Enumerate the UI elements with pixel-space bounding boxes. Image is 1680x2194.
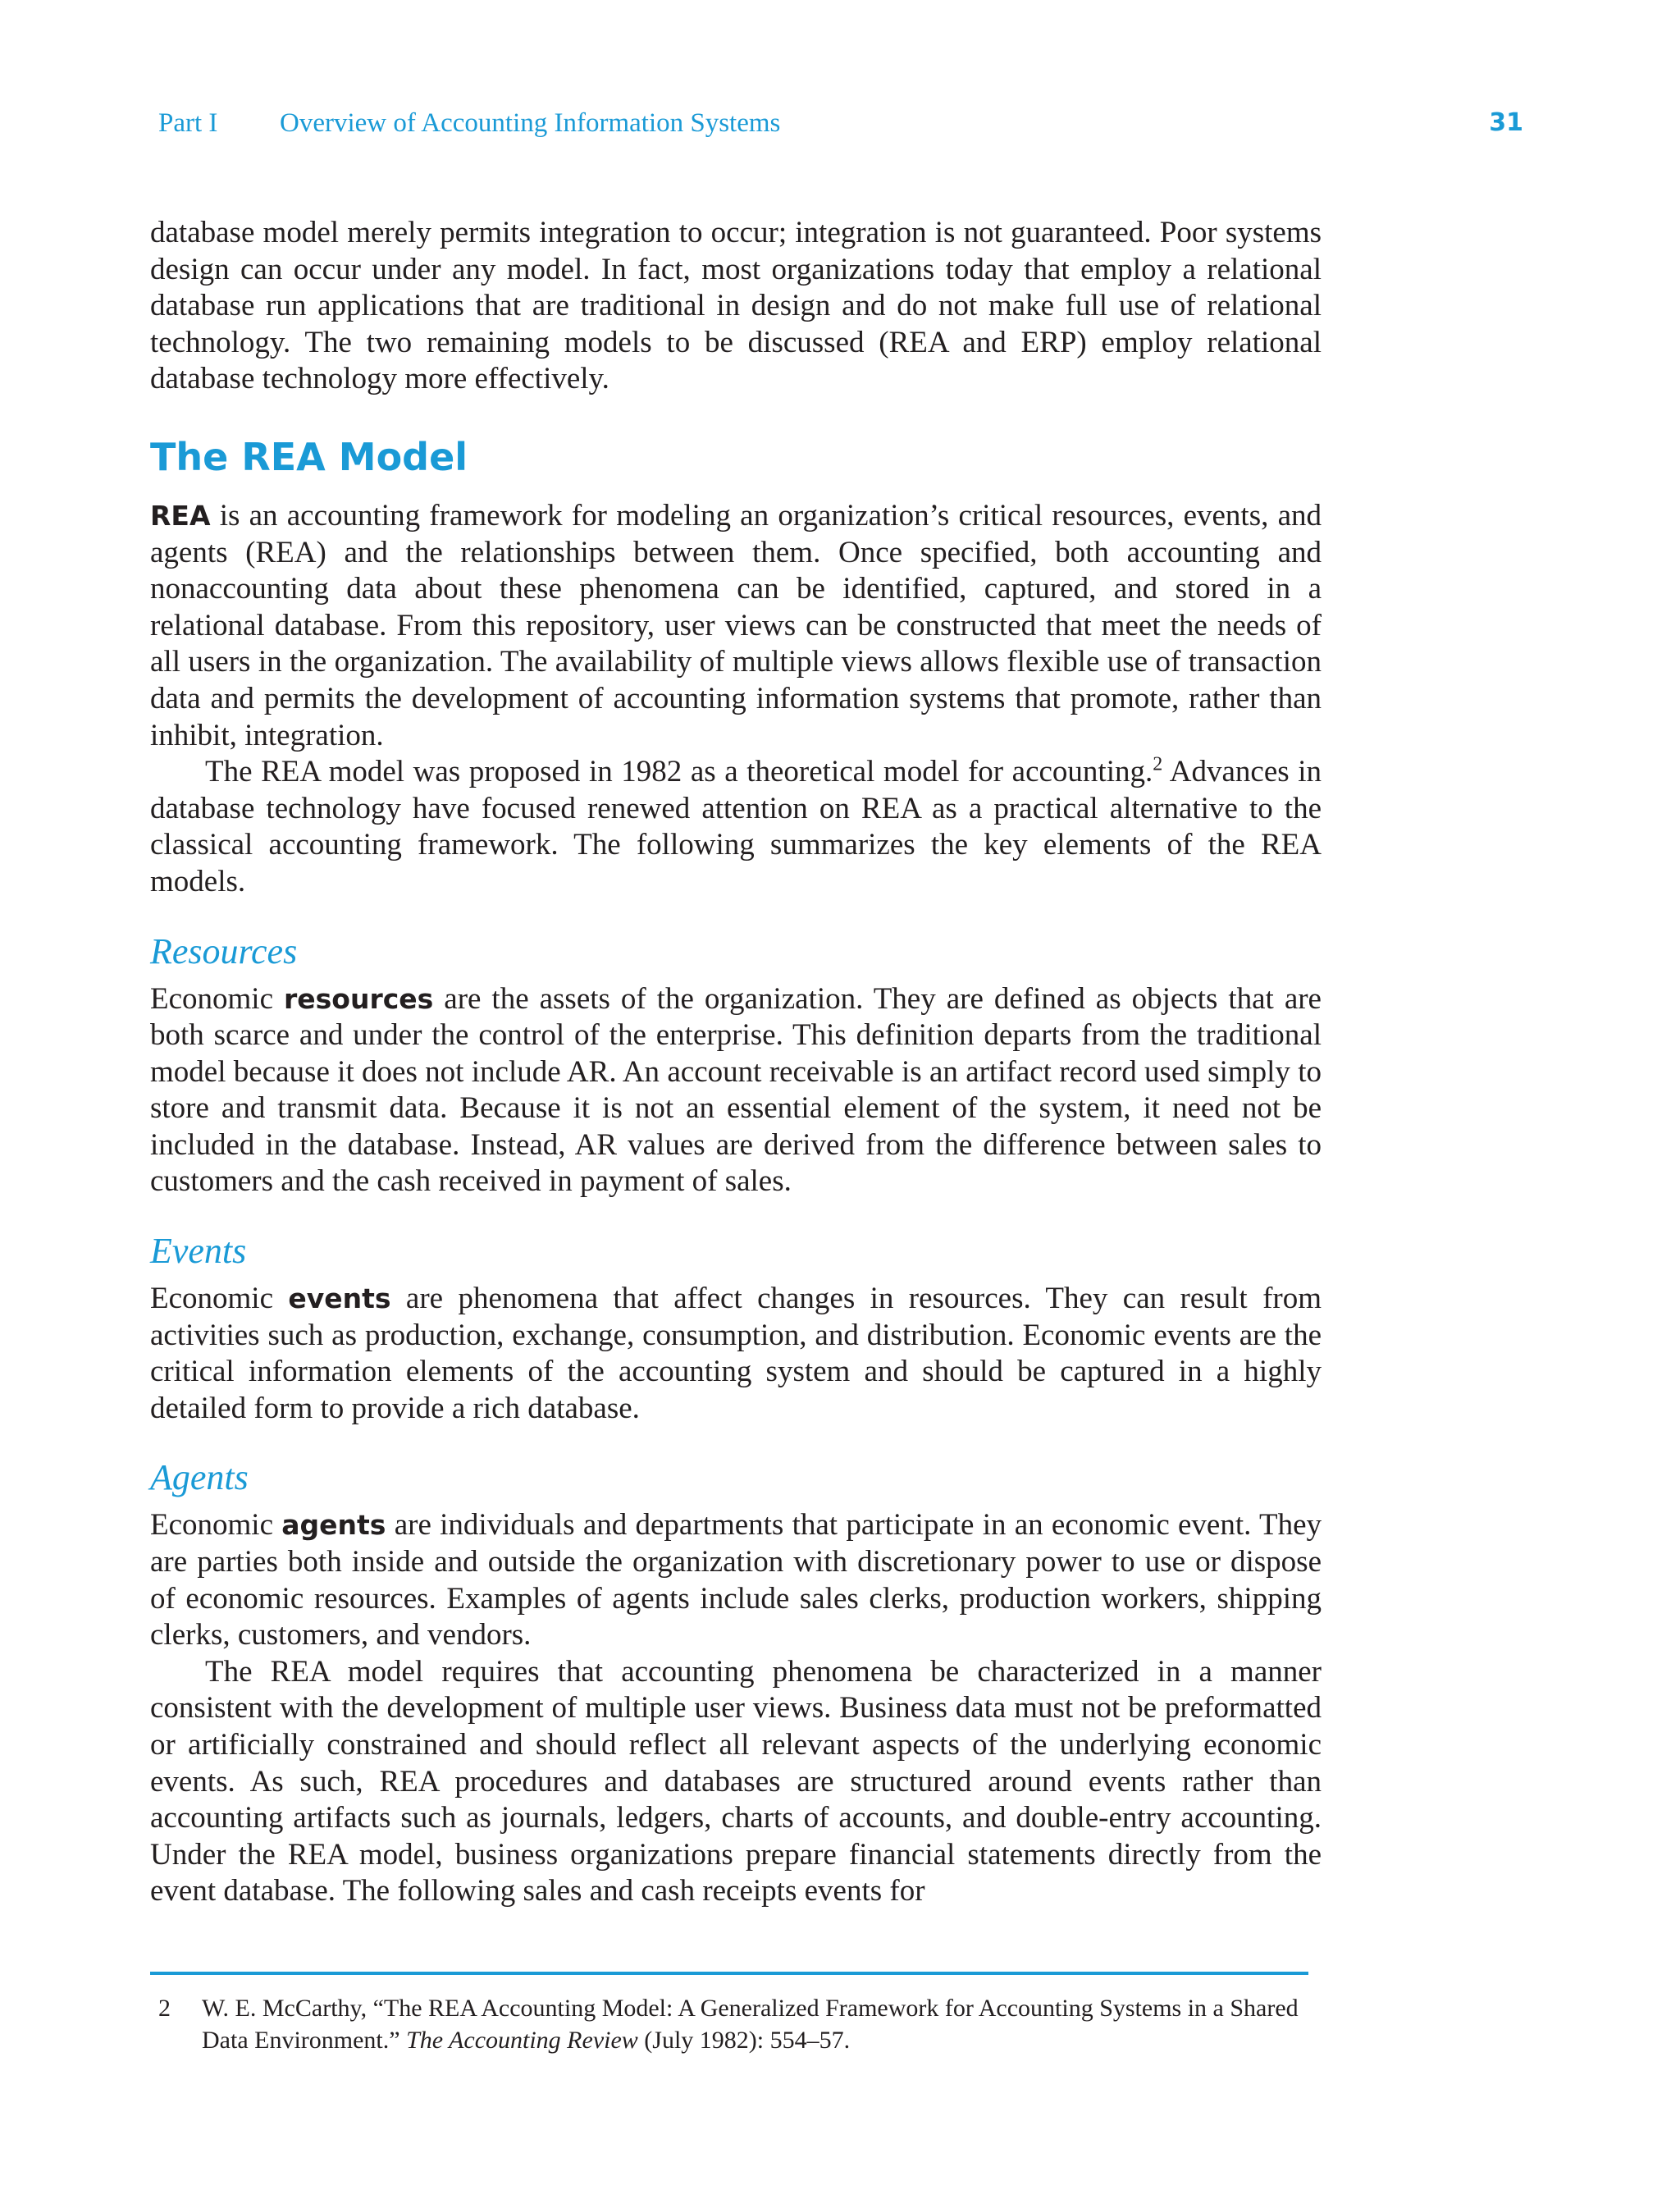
rea-paragraph-2 <box>150 754 1322 900</box>
running-head-part: Part I <box>158 108 218 138</box>
footnote-text-before: W. E. McCarthy, “The REA Accounting Model: A Generalized Framework for Accounting Systems in a Shared Data Environment.” <box>202 1995 1299 2054</box>
agents-lead: Economic <box>150 1508 282 1543</box>
footnote-journal: The Accounting Review <box>406 2027 638 2054</box>
rea-paragraph-1 <box>150 498 1322 754</box>
events-paragraph <box>150 1281 1322 1427</box>
footnote-divider <box>150 1972 1308 1975</box>
events-text: are phenomena that affect changes in resources. They can result from activities such as production, exchange, consumption, and distribution. Economic events are the critical information elements of the accounting system and should be captured in a highly detailed form to provide a rich database. <box>150 1282 1322 1425</box>
agents-paragraph-2: The REA model requires that accounting phenomena be characterized in a manner consistent with the development of multiple user views. Business data must not be preformatted or artificially constrained and should reflect all relevant aspects of the underlying economic events. As such, REA procedures and databases are structured around events rather than accounting artifacts such as journals, ledgers, charts of accounts, and double-entry accounting. Under the REA model, business organizations prepare financial statements directly from the event database. The following sales and cash receipts events for <box>150 1654 1322 1908</box>
subheading-resources: Resources <box>150 930 298 971</box>
resources-lead: Economic <box>150 981 284 1016</box>
body-text <box>150 215 1322 1910</box>
agents-text: are individuals and departments that participate in an economic event. They are parties both inside and outside the organization with discretionary power to use or dispose of economic resources. Examples of agents include sales clerks, production workers, shipping clerks, customers, and vendors. <box>150 1508 1322 1652</box>
running-head-title: Overview of Accounting Information Systems <box>280 108 781 138</box>
footnote-reference[interactable]: 2 <box>1153 753 1163 775</box>
page-number: 31 <box>1489 108 1523 137</box>
subheading-agents: Agents <box>150 1457 249 1498</box>
footnote-number: 2 <box>158 1995 171 2022</box>
term-agents: agents <box>281 1509 386 1542</box>
term-rea: REA <box>150 499 211 532</box>
term-resources: resources <box>283 982 434 1015</box>
section-heading-rea-model: The REA Model <box>150 434 468 479</box>
agents-paragraph <box>150 1507 1322 1653</box>
term-events: events <box>288 1282 391 1315</box>
footnote <box>150 1992 1299 2056</box>
running-head <box>158 108 1523 149</box>
footnote-text <box>202 1992 1299 2056</box>
resources-paragraph <box>150 981 1322 1201</box>
intro-paragraph: database model merely permits integration to occur; integration is not guaranteed. Poor systems design can occur under any model. In fact, most organizations today that employ a relational database run applications that are traditional in design and do not make full use of relational technology. The two remaining models to be discussed (REA and ERP) employ relational database technology more effectively. <box>150 216 1322 396</box>
resources-text: are the assets of the organization. They are defined as objects that are both scarce and under the control of the enterprise. This definition departs from the traditional model because it does not include AR. An account receivable is an artifact record used simply to store and transmit data. Because it is not an essential element of the system, it need not be included in the database. Instead, AR values are derived from the difference between sales to customers and the cash received in payment of sales. <box>150 981 1322 1199</box>
subheading-events: Events <box>150 1231 247 1272</box>
footnote-text-after: (July 1982): 554–57. <box>637 2027 851 2054</box>
events-lead: Economic <box>150 1282 289 1316</box>
rea-paragraph-1-text: is an accounting framework for modeling an organization’s critical resources, events, and agents (REA) and the relationships between them. Once specified, both accounting and nonaccounting data about these phenomena can be identified, captured, and stored in a relational database. From this repository, user views can be constructed that meet the needs of all users in the organization. The availability of multiple views allows flexible use of transaction data and permits the development of accounting information systems that promote, rather than inhibit, integration. <box>150 498 1322 752</box>
rea-paragraph-2-cont: Advances in database technology have focused renewed attention on REA as a practical alternative to the classical accounting framework. The following summarizes the key elements of the REA models. <box>150 755 1322 898</box>
rea-paragraph-2-text: The REA model was proposed in 1982 as a theoretical model for accounting. <box>205 755 1153 789</box>
